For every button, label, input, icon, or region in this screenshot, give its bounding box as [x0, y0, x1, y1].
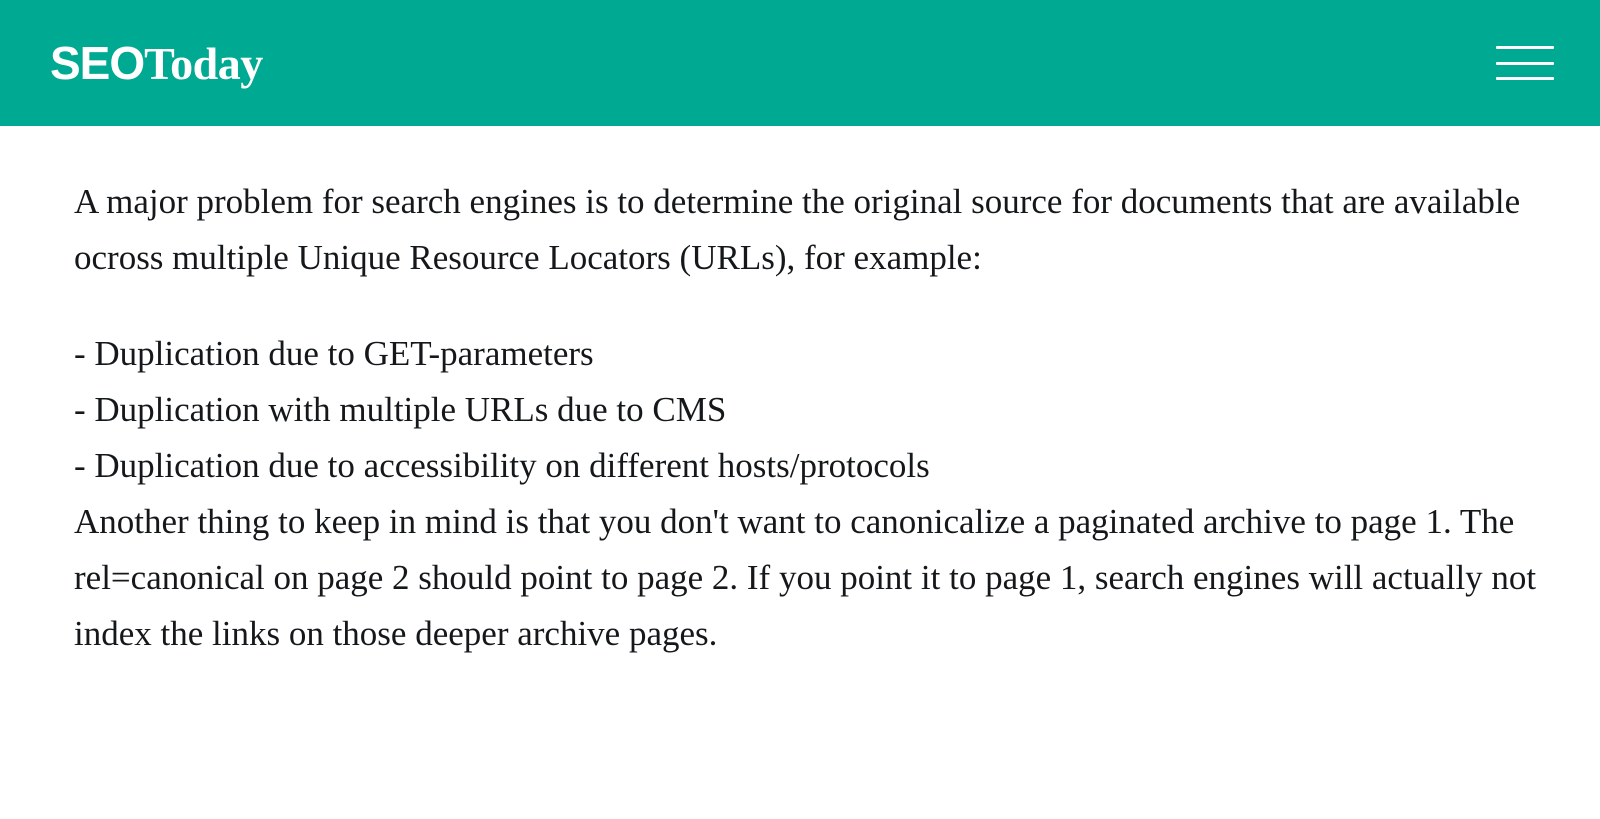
list-item: - Duplication with multiple URLs due to CMS	[74, 390, 727, 429]
menu-bar-top	[1496, 46, 1554, 49]
hamburger-menu-icon[interactable]	[1496, 41, 1554, 85]
menu-bar-bottom	[1496, 77, 1554, 80]
list-item: - Duplication due to accessibility on different hosts/protocols	[74, 446, 930, 485]
site-logo[interactable]	[50, 36, 263, 89]
logo-text-secondary: Today	[144, 37, 263, 89]
site-header	[0, 0, 1600, 126]
closing-paragraph: Another thing to keep in mind is that you don't want to canonicalize a paginated archive to page 1. The rel=canonical on page 2 should point to page 2. If you point it to page 1, search engines will actually not index the links on those deeper archive pages.	[74, 502, 1537, 653]
intro-paragraph: A major problem for search engines is to determine the original source for documents that are available ocross multiple Unique Resource Locators (URLs), for example:	[74, 182, 1521, 277]
menu-bar-middle	[1496, 62, 1554, 65]
article-content	[0, 126, 1600, 662]
logo-text-primary: SEO	[50, 36, 145, 89]
list-item: - Duplication due to GET-parameters	[74, 334, 594, 373]
duplication-list	[74, 326, 1540, 494]
